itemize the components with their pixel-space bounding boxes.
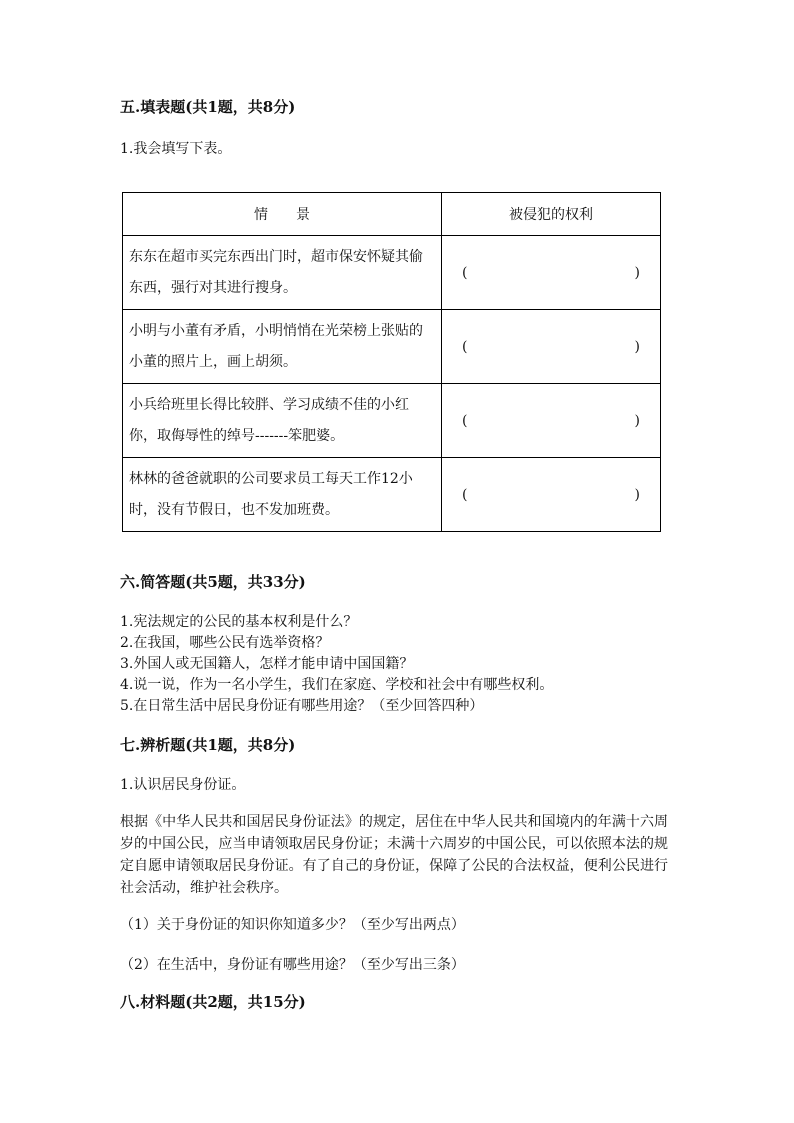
- short-answer-question: 4.说一说，作为一名小学生，我们在家庭、学校和社会中有哪些权利。: [120, 677, 554, 693]
- answer-cell[interactable]: [442, 310, 661, 384]
- answer-cell[interactable]: [442, 236, 661, 310]
- scene-cell: 小明与小董有矛盾，小明悄悄在光荣榜上张贴的小董的照片上，画上胡须。: [123, 310, 442, 384]
- left-paren: (: [462, 264, 468, 281]
- short-answer-question: 2.在我国，哪些公民有选举资格？: [120, 635, 330, 651]
- right-paren: ): [634, 264, 640, 281]
- sub-question-2: （2）在生活中，身份证有哪些用途？（至少写出三条）: [120, 957, 465, 973]
- sub-question-1: （1）关于身份证的知识你知道多少？（至少写出两点）: [120, 917, 465, 933]
- left-paren: (: [462, 338, 468, 355]
- section-7-title: 七.辨析题(共1题，共8分): [120, 736, 296, 754]
- header-scene: 情 景: [123, 193, 442, 236]
- scene-cell: 小兵给班里长得比较胖、学习成绩不佳的小红你，取侮辱性的绰号-------笨肥婆。: [123, 384, 442, 458]
- short-answer-question: 5.在日常生活中居民身份证有哪些用途？（至少回答四种）: [120, 698, 484, 714]
- table-row: [123, 458, 661, 532]
- table-row: [123, 384, 661, 458]
- id-card-passage: 根据《中华人民共和国居民身份证法》的规定，居住在中华人民共和国境内的年满十六周岁的中国公民，应当申请领取居民身份证；未满十六周岁的中国公民，可以依照本法的规定自愿申请领取居民身份证。有了自己的身份证，保障了公民的合法权益，便利公民进行社会活动，维护社会秩序。: [120, 814, 668, 896]
- right-paren: ): [634, 486, 640, 503]
- left-paren: (: [462, 412, 468, 429]
- section-7-question-1: 1.认识居民身份证。: [120, 777, 246, 793]
- short-answer-question: 3.外国人或无国籍人，怎样才能申请中国国籍？: [120, 656, 414, 672]
- left-paren: (: [462, 486, 468, 503]
- section-5-title: 五.填表题(共1题，共8分): [120, 98, 296, 116]
- section-5-question-1: 1.我会填写下表。: [120, 141, 232, 157]
- answer-cell[interactable]: [442, 458, 661, 532]
- short-answer-question: 1.宪法规定的公民的基本权利是什么？: [120, 614, 358, 630]
- scene-cell: 林林的爸爸就职的公司要求员工每天工作12小时，没有节假日，也不发加班费。: [123, 458, 442, 532]
- section-6-title: 六.简答题(共5题，共33分): [120, 573, 306, 591]
- scene-cell: 东东在超市买完东西出门时，超市保安怀疑其偷东西，强行对其进行搜身。: [123, 236, 442, 310]
- rights-table: [122, 192, 661, 532]
- header-rights: 被侵犯的权利: [442, 193, 661, 236]
- answer-cell[interactable]: [442, 384, 661, 458]
- table-row: [123, 310, 661, 384]
- section-8-title: 八.材料题(共2题，共15分): [120, 993, 306, 1011]
- table-header-row: [123, 193, 661, 236]
- right-paren: ): [634, 412, 640, 429]
- right-paren: ): [634, 338, 640, 355]
- table-row: [123, 236, 661, 310]
